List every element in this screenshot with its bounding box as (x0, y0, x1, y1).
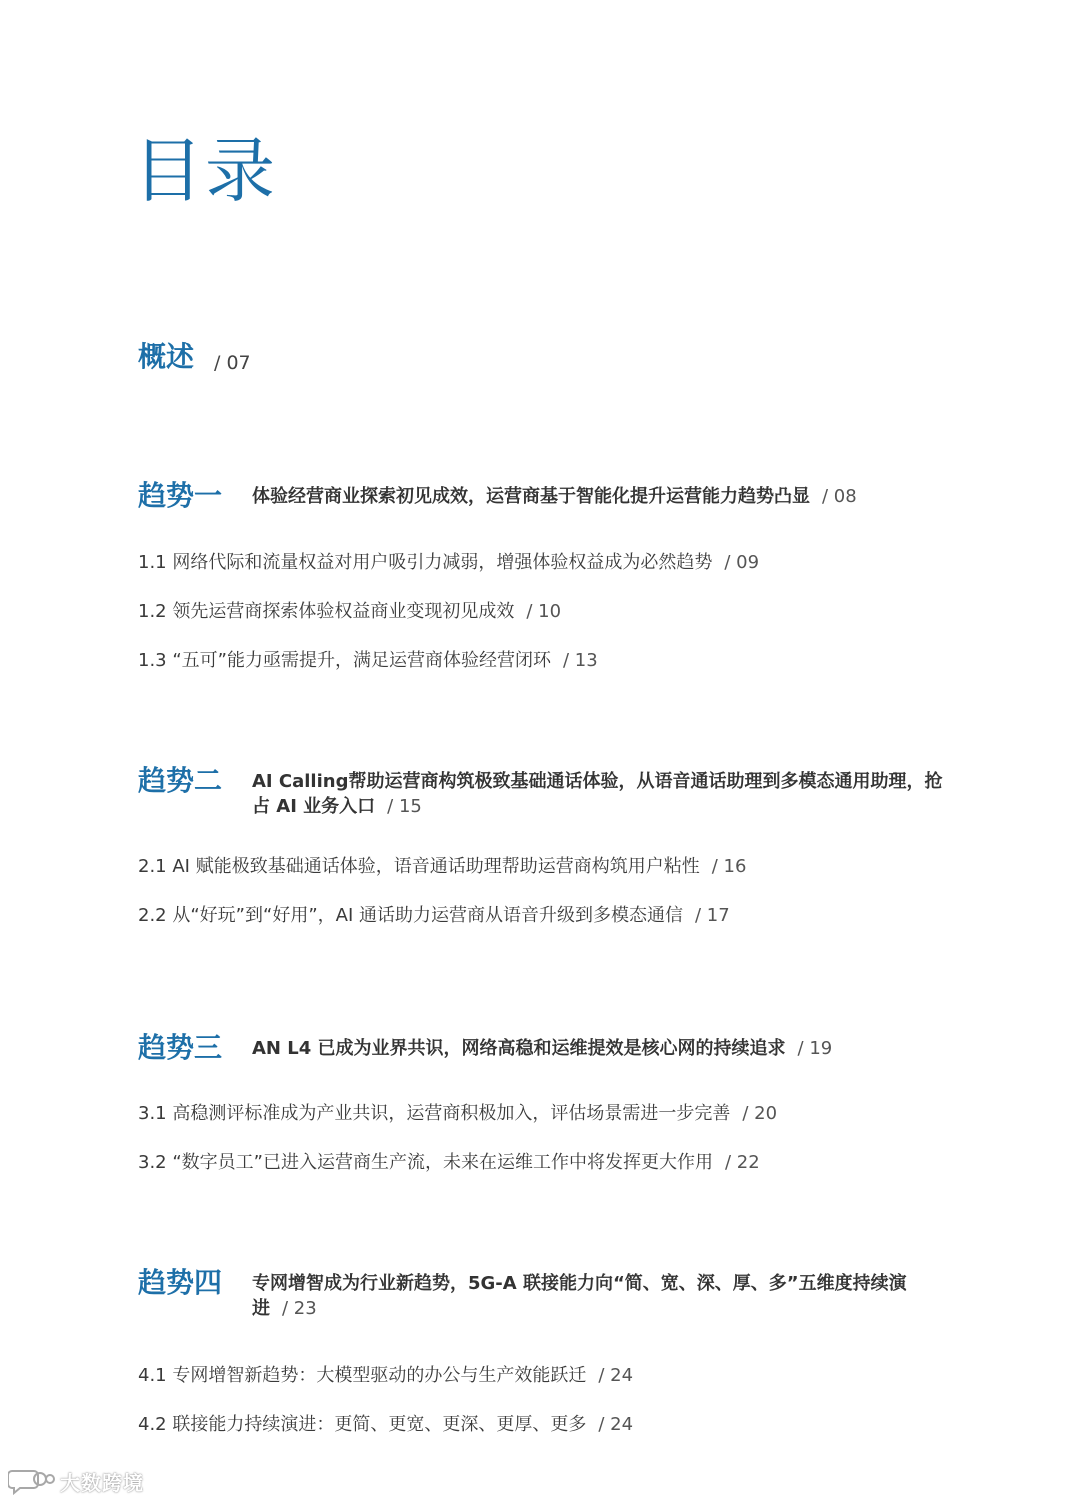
chat-bubble-icon (8, 1467, 56, 1495)
toc-item-2-1[interactable]: 2.1 AI 赋能极致基础通话体验，语音通话助理帮助运营商构筑用户粘性 / 16 (138, 856, 747, 877)
toc-item-1-1-page: / 09 (724, 552, 760, 573)
trend-4-page: / 23 (282, 1298, 317, 1319)
trend-2-title: AI Calling帮助运营商构筑极致基础通话体验，从语音通话助理到多模态通用助理，抢占 AI 业务入口 / 15 (252, 771, 943, 817)
trend-2-label: 趋势二 (138, 764, 223, 797)
toc-trend-1[interactable] (138, 479, 948, 513)
toc-item-4-2[interactable]: 4.2 联接能力持续演进：更简、更宽、更深、更厚、更多 / 24 (138, 1414, 634, 1435)
trend-3-title: AN L4 已成为业界共识，网络高稳和运维提效是核心网的持续追求 / 19 (252, 1038, 833, 1059)
toc-item-2-2[interactable]: 2.2 从“好玩”到“好用”，AI 通话助力运营商从语音升级到多模态通信 / 17 (138, 905, 730, 926)
toc-item-4-1[interactable]: 4.1 专网增智新趋势：大模型驱动的办公与生产效能跃迁 / 24 (138, 1365, 634, 1386)
trend-2-page: / 15 (387, 796, 422, 817)
toc-item-4-2-page: / 24 (598, 1414, 634, 1435)
toc-item-3-2-page: / 22 (725, 1152, 760, 1173)
toc-overview[interactable] (138, 340, 948, 380)
toc-trend-2[interactable] (138, 764, 948, 819)
trend-3-label: 趋势三 (138, 1031, 223, 1064)
toc-item-1-3-page: / 13 (563, 650, 598, 671)
trend-4-title: 专网增智成为行业新趋势，5G-A 联接能力向“简、宽、深、厚、多”五维度持续演进 / 23 (252, 1273, 907, 1319)
toc-item-2-1-page: / 16 (711, 856, 747, 877)
toc-item-1-2-page: / 10 (526, 601, 562, 622)
toc-trend-4[interactable] (138, 1266, 948, 1321)
toc-item-1-3[interactable]: 1.3 “五可”能力亟需提升，满足运营商体验经营闭环 / 13 (138, 650, 598, 671)
toc-item-4-1-page: / 24 (598, 1365, 634, 1386)
toc-trend-3[interactable] (138, 1031, 948, 1065)
trend-1-title: 体验经营商业探索初见成效，运营商基于智能化提升运营能力趋势凸显 / 08 (252, 486, 857, 507)
trend-1-page: / 08 (822, 486, 857, 507)
toc-item-1-1[interactable]: 1.1 网络代际和流量权益对用户吸引力减弱，增强体验权益成为必然趋势 / 09 (138, 552, 760, 573)
overview-label: 概述 (138, 340, 195, 373)
toc-item-3-1[interactable]: 3.1 高稳测评标准成为产业共识，运营商积极加入，评估场景需进一步完善 / 20 (138, 1103, 778, 1124)
watermark-text: 大数跨境 (60, 1470, 144, 1495)
trend-3-page: / 19 (797, 1038, 833, 1059)
toc-item-3-1-page: / 20 (742, 1103, 778, 1124)
trend-4-label: 趋势四 (138, 1266, 223, 1299)
toc-item-2-2-page: / 17 (695, 905, 730, 926)
toc-item-1-2[interactable]: 1.2 领先运营商探索体验权益商业变现初见成效 / 10 (138, 601, 562, 622)
toc-item-3-2[interactable]: 3.2 “数字员工”已进入运营商生产流，未来在运维工作中将发挥更大作用 / 22 (138, 1152, 760, 1173)
trend-1-label: 趋势一 (138, 479, 223, 512)
page-title: 目录 (133, 130, 277, 212)
overview-page: / 07 (214, 352, 251, 374)
watermark (8, 1466, 144, 1496)
